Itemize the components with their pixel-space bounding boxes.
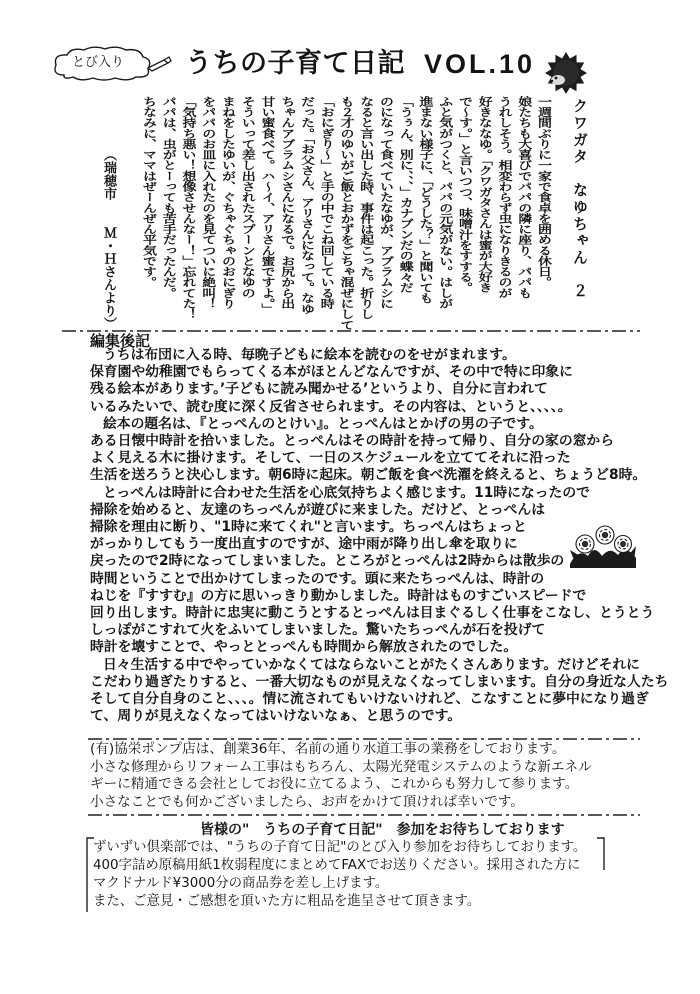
editorial-line: 時間ということで出かけてしまったのです。頭に来たちっぺんは、時計の xyxy=(90,570,545,587)
invitation-line: 400字詰め原稿用紙1枚弱程度にまとめてFAXでお送りください。採用された方に xyxy=(93,858,581,873)
story-line: 一週間ぶりに一家で食卓を囲める休日。 xyxy=(536,96,552,288)
story-line: うれしそう。相変わらず虫になりきるのが xyxy=(496,96,513,299)
flower xyxy=(615,536,632,553)
story-line: 「おにぎり～」と手の中でこね回している時 xyxy=(318,96,335,309)
flower xyxy=(576,535,594,553)
story-line: で～す。」と言いつつ、味噌汁をすする。 xyxy=(457,96,473,293)
editorial-line: 戻ったので2時になってしまいました。ところがとっぺんは2時からは散歩の xyxy=(90,553,565,570)
story-line: 娘たちも大喜びでパパの隣に座り、パパも xyxy=(516,96,533,299)
invitation-line: また、ご意見・ご感想を頂いた方に粗品を進呈させて頂きます。 xyxy=(93,894,481,909)
editorial-heading: 編集後記 xyxy=(90,332,151,350)
editorial-line: 掃除を理由に断り、"1時に来てくれ"と言います。ちっぺんはちょっと xyxy=(90,519,527,536)
hedgehog-icon xyxy=(538,50,596,96)
badge-label: とび入り xyxy=(72,55,125,70)
editorial-line: 生活を送ろうと決心します。朝6時に起床。朝ご飯を食べ洗濯を終えると、ちょうど8時。 xyxy=(90,467,647,484)
story-body xyxy=(138,96,553,332)
story-line: まねをしたゆいが、ぐちゃぐちゃのおにぎり xyxy=(220,96,236,309)
pencil-icon xyxy=(148,57,171,71)
editorial-line: ねじを『すすむ』の方に思いっきり動かしました。時計はものすごいスピードで xyxy=(90,587,587,604)
story-line: そういって差し出されたスプーンとなゆの xyxy=(239,96,256,299)
editorial-line: うちは布団に入る時、毎晩子どもに絵本を読むのをせがまれます。 xyxy=(103,347,516,363)
editorial-line: 回り出します。時計に忠実に動こうとするとっぺんは目まぐるしく仕事をこなし、とうとう xyxy=(90,605,655,622)
story-line: 「うぅん、別に、、、」カナブンだの蝶々だ xyxy=(397,96,414,293)
flower-illustration xyxy=(568,520,638,570)
editorial-line: 日々生活する中でやっていかなくてはならないことがたくさんあります。だけどそれに xyxy=(103,656,640,673)
company-line: 小さなことでも何かございましたら、お声をかけて頂ければ幸いです。 xyxy=(90,793,524,810)
volume-number: VOL.10 xyxy=(424,49,536,79)
company-line: 小さな修理からリフォーム工事はもちろん、太陽光発電システムのような新エネル xyxy=(90,758,592,775)
story-line: 好きななゆ。「クワガタさんは蜜が大好き xyxy=(476,96,493,293)
story-line: ふと気がつくと、パパの元気がない。はしが xyxy=(437,96,454,309)
editorial-line: いるみたいで、読む度に深く反省させられます。その内容は、というと、、、、。 xyxy=(90,398,572,415)
story-line: ちゃんアブラムシさんになるで。お尻から出 xyxy=(279,96,296,309)
invitation-bracket-right xyxy=(597,838,604,870)
editorial-line: こだわり過ぎたりすると、一番大切なものが見えなくなってしまいます。自分の身近な人たち xyxy=(90,673,669,690)
company-notice xyxy=(90,741,592,811)
story-line: 甘い蜜食べて。ハ～イ、アリさん蜜ですよ。」 xyxy=(259,96,276,315)
editorial-line: 時計を壊すことで、やっととっぺんも時間から解放されたのでした。 xyxy=(90,639,518,656)
story-line: なると言い出した時、事件は起こった。折りし xyxy=(358,96,375,320)
invitation-heading: 皆様の" うちの子育て日記" 参加をお待ちしております xyxy=(200,822,565,838)
story-line: 進まない様子に、「どうした？」と聞いても xyxy=(417,96,434,304)
editorial-line: 絵本の題名は、『とっぺんのとけい』。とっぺんはとかげの男の子です。 xyxy=(103,415,543,432)
editorial-line: そして自分自身のこと、、、。情に流されてもいけないけれど、こなすことに夢中になり過ぎ xyxy=(90,691,649,708)
page-title: うちの子育て日記 xyxy=(185,48,405,79)
flower xyxy=(596,526,614,544)
editorial-line: 掃除を始めると、友達のちっぺんが遊びに来ました。だけど、とっぺんは xyxy=(90,501,546,518)
story-line: ちなみに、ママはぜーんぜん平気です。 xyxy=(141,96,157,288)
invitation-line: マクドナルド¥3000分の商品券を差し上げます。 xyxy=(93,876,389,891)
story-line: のになって食べていたなゆが、アブラムシに xyxy=(378,96,394,309)
invitation-line: ずいずい倶楽部では、"うちの子育て日記"のとび入り参加をお待ちしております。 xyxy=(93,840,587,855)
leaf-cluster xyxy=(570,550,636,568)
editorial-line: よく見える木に掛けます。そして、一日のスケジュールを立ててそれに沿った xyxy=(90,450,571,467)
editorial-line: 保育園や幼稚園でもらってくる本がほとんどなんですが、その中で特に印象に xyxy=(90,364,573,381)
editorial-line: とっぺんは時計に合わせた生活を心底気持ちよく感じます。11時になったので xyxy=(103,484,590,501)
story-line: パパは、虫がとーっても苦手だったんだ。 xyxy=(160,96,177,299)
company-line: (有)協栄ポンプ店は、創業36年、名前の通り水道工事の業務をしております。 xyxy=(90,741,566,757)
editorial-line: しっぽがこすれて火をふいてしまいました。驚いたちっぺんが石を投げて xyxy=(90,622,546,639)
editorial-line: がっかりしてもう一度出直すのですが、途中雨が降り出し傘を取りに xyxy=(90,536,518,553)
invitation-body xyxy=(93,839,586,911)
story-line: も２才のゆいがご飯とおかずをごちゃ混ぜにして xyxy=(338,96,355,331)
editorial-line: 残る絵本があります。’子どもに読み聞かせる’というより、自分に言われて xyxy=(90,381,548,398)
story-line: 「気持ち悪い！想像させんなー！」忘れてた！ xyxy=(180,96,197,320)
story-line: だった。「お父さん、アリさんになって。なゆ xyxy=(299,96,315,315)
editorial-line: ある日懐中時計を拾いました。とっぺんはその時計を持って帰り、自分の家の窓から xyxy=(90,433,615,450)
story-attribution: （瑞穂市 Ｍ・Ｈさんより） xyxy=(101,148,116,330)
company-line: ギーに精通できる会社としてお役に立てるよう、これからも努力して参ります。 xyxy=(90,776,579,792)
editorial-line: て、周りが見えなくなってはいけないなぁ、と思うのです。 xyxy=(90,708,462,725)
story-line: をパパのお皿に入れたのを見てついに絶叫！ xyxy=(200,96,217,309)
story-heading: クワガタ なゆちゃん ２ xyxy=(571,98,589,300)
